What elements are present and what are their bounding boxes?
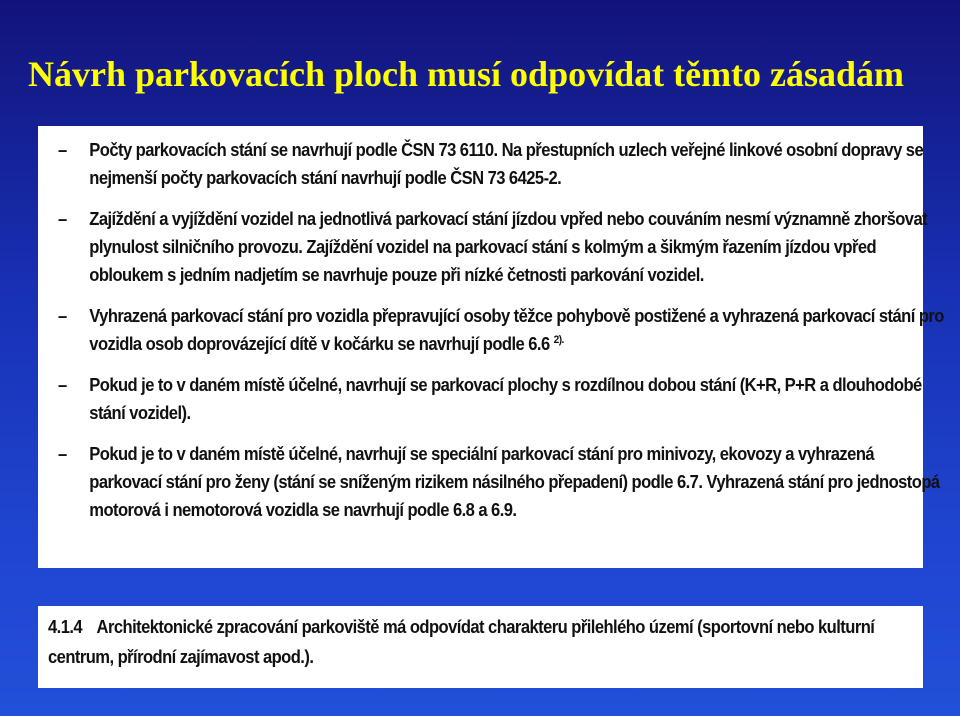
bullet-dash: –	[58, 209, 67, 229]
rule-item	[58, 205, 945, 289]
footnote-reference: 2).	[553, 334, 564, 346]
bullet-dash: –	[58, 140, 67, 160]
bullet-dash: –	[58, 306, 67, 326]
rule-text: Zajíždění a vyjíždění vozidel na jednotlivá parkovací stání jízdou vpřed nebo couváním nesmí významně zhoršovat plynulost silničního provozu. Zajíždění vozidel na parkovací stání s kolmým a šikmým řazením jízdou vpřed obloukem s jedním nadjetím se navrhuje pouze při nízké četnosti parkování vozidel.	[89, 209, 928, 285]
rule-text: Pokud je to v daném místě účelné, navrhují se parkovací plochy s rozdílnou dobou stání (K+R, P+R a dlouhodobé stání vozidel).	[89, 375, 922, 423]
clause-number: 4.1.4	[48, 617, 83, 637]
clause-panel	[38, 606, 923, 688]
clause-text: Architektonické zpracování parkoviště má odpovídat charakteru přilehlého území (sportovní nebo kulturní centrum, přírodní zajímavost apod.).	[48, 617, 875, 667]
slide-title: Návrh parkovacích ploch musí odpovídat těmto zásadám	[28, 54, 905, 94]
rules-list	[58, 136, 944, 524]
rule-text: Počty parkovacích stání se navrhují podle ČSN 73 6110. Na přestupních uzlech veřejné linkové osobní dopravy se nejmenší počty parkovacích stání navrhují podle ČSN 73 6425-2.	[89, 140, 924, 188]
rule-text: Vyhrazená parkovací stání pro vozidla přepravující osoby těžce pohybově postižené a vyhrazená parkovací stání pro vozidla osob doprovázející dítě v kočárku se navrhují podle 6.6	[89, 306, 944, 354]
rule-item	[58, 440, 945, 524]
clause-paragraph	[48, 612, 913, 672]
rule-item	[58, 371, 945, 427]
bullet-dash: –	[58, 375, 67, 395]
rule-item	[58, 302, 945, 358]
rule-text: Pokud je to v daném místě účelné, navrhují se speciální parkovací stání pro minivozy, ekovozy a vyhrazená parkovací stání pro ženy (stání se sníženým rizikem násilného přepadení) podle 6.7. Vyhrazená stání pro jednostopá motorová i nemotorová vozidla se navrhují podle 6.8 a 6.9.	[89, 444, 940, 520]
bullet-dash: –	[58, 444, 67, 464]
rules-panel	[38, 126, 944, 568]
rule-item	[58, 136, 945, 192]
